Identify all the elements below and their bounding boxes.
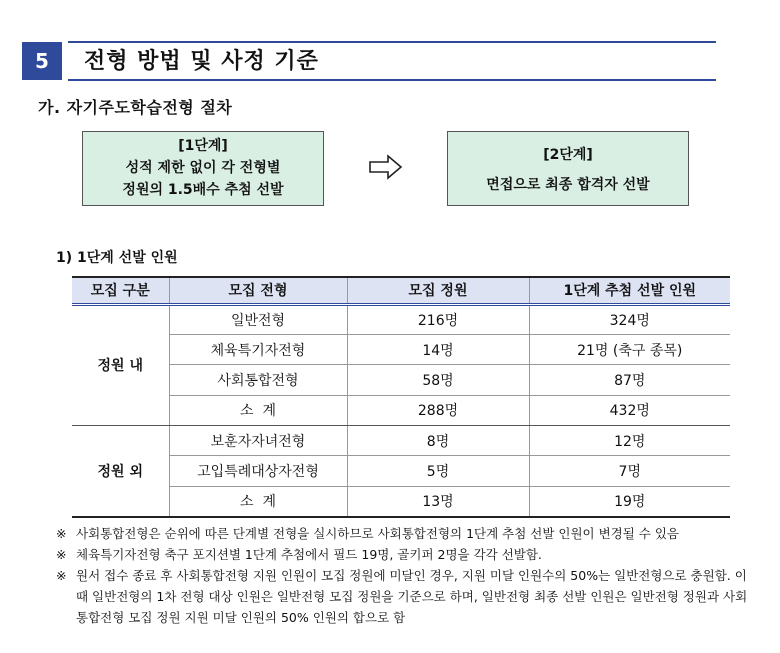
table-cell: 7명 (529, 456, 730, 486)
table-cell: 일반전형 (169, 304, 347, 334)
stage2-label: [2단계] (543, 147, 593, 163)
stage1-line2: 정원의 1.5배수 추첨 선발 (122, 182, 284, 198)
stage1-label: [1단계] (178, 138, 228, 154)
table-cell: 8명 (347, 426, 529, 456)
table-cell: 216명 (347, 304, 529, 334)
table-row (72, 456, 730, 486)
section-header (22, 40, 716, 82)
table-row (72, 365, 730, 395)
table-header-row (72, 277, 730, 304)
note-item (56, 565, 756, 628)
section-rule-bottom (68, 79, 716, 81)
note-text: 원서 접수 종료 후 사회통합전형 지원 인원이 모집 정원에 미달인 경우, 지원 미달 인원수의 50%는 일반전형으로 충원함. 이때 일반전형의 1차 전형 대상 인원은 일반전형 모집 정원을 기준으로 하며, 일반전형 최종 선발 인원은 일반전형 정원과 사회통합전형 모집 정원 지원 미달 인원의 50% 인원의 합으로 함 (76, 568, 748, 625)
table-cell: 소 계 (169, 395, 347, 425)
note-mark: ※ (56, 526, 67, 541)
subtotal-row (72, 486, 730, 516)
header-cell: 모집 전형 (169, 277, 347, 304)
table-cell: 13명 (347, 486, 529, 516)
table-cell: 19명 (529, 486, 730, 516)
stage1-box (82, 131, 324, 206)
subsection-title: 가. 자기주도학습전형 절차 (38, 98, 233, 117)
table-cell: 5명 (347, 456, 529, 486)
table-cell: 14명 (347, 334, 529, 364)
table-cell: 21명 (축구 종목) (529, 334, 730, 364)
stage2-box (447, 131, 689, 206)
table-cell: 12명 (529, 426, 730, 456)
table-cell: 432명 (529, 395, 730, 425)
header-cell: 모집 정원 (347, 277, 529, 304)
table-cell: 고입특례대상자전형 (169, 456, 347, 486)
section-number: 5 (22, 42, 62, 80)
header-cell: 모집 구분 (72, 277, 169, 304)
table-cell: 체육특기자전형 (169, 334, 347, 364)
table-cell: 소 계 (169, 486, 347, 516)
table-row (72, 304, 730, 334)
note-mark: ※ (56, 568, 67, 583)
table-cell: 324명 (529, 304, 730, 334)
hollow-right-arrow-icon (369, 154, 403, 180)
stage2-line1: 면접으로 최종 합격자 선발 (486, 177, 650, 193)
subtotal-row (72, 395, 730, 425)
table-row (72, 334, 730, 364)
section-title: 전형 방법 및 사정 기준 (84, 49, 319, 74)
group-label: 정원 외 (72, 426, 169, 517)
note-item (56, 544, 756, 565)
table-cell: 87명 (529, 365, 730, 395)
table-cell: 288명 (347, 395, 529, 425)
table-cell: 보훈자자녀전형 (169, 426, 347, 456)
group-label: 정원 내 (72, 304, 169, 426)
section-rule-top (68, 41, 716, 43)
stage1-line1: 성적 제한 없이 각 전형별 (125, 160, 281, 176)
header-cell: 1단계 추첨 선발 인원 (529, 277, 730, 304)
selection-table (72, 276, 730, 518)
table-row (72, 426, 730, 456)
table-title: 1) 1단계 선발 인원 (56, 250, 178, 266)
note-text: 체육특기자전형 축구 포지션별 1단계 추첨에서 필드 19명, 골키퍼 2명을 각각 선발함. (76, 547, 542, 562)
note-mark: ※ (56, 547, 67, 562)
note-text: 사회통합전형은 순위에 따른 단계별 전형을 실시하므로 사회통합전형의 1단계 추첨 선발 인원이 변경될 수 있음 (76, 526, 679, 541)
notes-list (56, 523, 756, 628)
note-item (56, 523, 756, 544)
table-cell: 사회통합전형 (169, 365, 347, 395)
table-cell: 58명 (347, 365, 529, 395)
